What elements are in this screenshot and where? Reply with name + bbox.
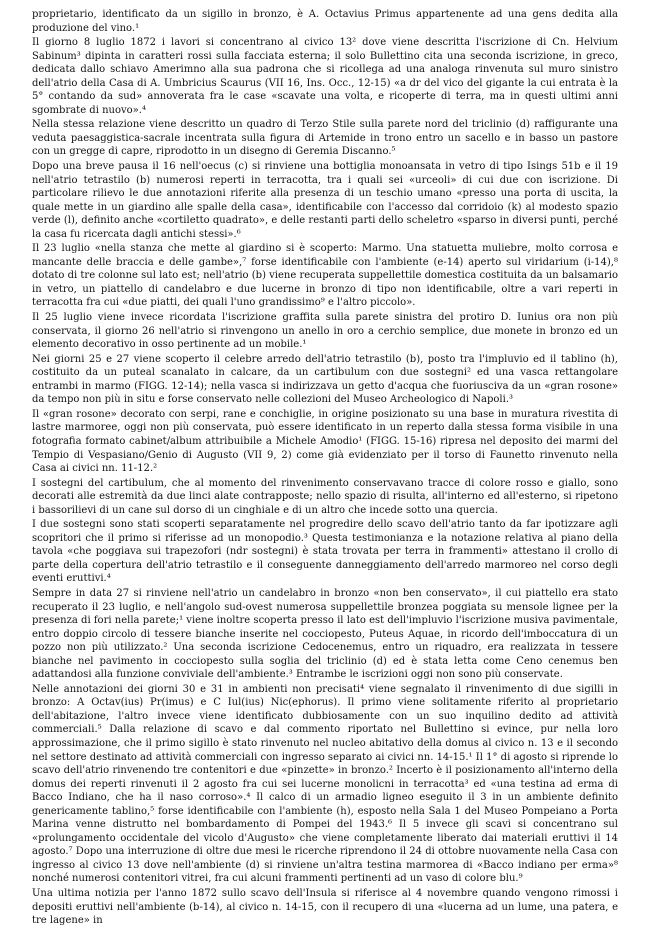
document-body <box>32 8 618 928</box>
paragraph: Dopo una breve pausa il 16 nell'oecus (c) si rinviene una bottiglia monoansata in vetro di tipo Isings 51b e il 19 nell'atrio tetrastilo (b) numerosi reperti in terracotta, tra i quali sei «urceoli» di cui due con iscrizione. Di particolare rilievo le due annotazioni riferite alla presenza di un teschio umano «presso una porta di uscita, la quale mette in un giardino alle spalle della casa», identificabile con l'accesso dal corridoio (k) al modesto spazio verde (l), definito anche «cortiletto quadrato», e delle restanti parti dello scheletro «sparso in diversi punti, perché la casa fu ricercata dagli antichi stessi».⁶ <box>32 161 618 240</box>
paragraph: Nelle annotazioni dei giorni 30 e 31 in ambienti non precisati⁴ viene segnalato il rinvenimento di due sigilli in bronzo: A Octav(ius) Pr(imus) e C Iul(ius) Nic(ephorus). Il primo viene solitamente riferito al proprietario dell'abitazione, l'altro invece viene identificato dubbiosamente con un suo inquilino dedito ad attività commerciali.⁵ Dalla relazione di scavo e dal commento riportato nel Bullettino si evince, pur nella loro approssimazione, che il primo sigillo è stato rinvenuto nel nucleo abitativo della domus al civico n. 13 e il secondo nel settore destinato ad attività commerciali con ingresso separato ai civici nn. 14-15.¹ Il 1° di agosto si riprende lo scavo dell'atrio rinvenendo tre contenitori e due «pinzette» in bronzo.² Incerto è il posizionamento all'interno della domus dei reperti rinvenuti il 2 agosto fra cui sei lucerne monolicni in terracotta³ ed «una testina ad erma di Bacco Indiano, che ha il naso corroso».⁴ Il calco di un armadio ligneo eseguito il 3 in un ambiente definito genericamente tablino,⁵ forse identificabile con l'ambiente (h), esposto nella Sala 1 del Museo Pompeiano a Porta Marina venne distrutto nel bombardamento di Pompei del 1943.⁶ Il 5 invece gli scavi si concentrano sul «prolungamento occidentale del vicolo d'Augusto» che viene completamente liberato dai materiali eruttivi il 14 agosto.⁷ Dopo una interruzione di oltre due mesi le ricerche riprendono il 24 di ottobre nuovamente nella Casa con ingresso al civico 13 dove nell'ambiente (d) si rinviene un'altra testina marmorea di «Bacco indiano per erma»⁸ nonché numerosi contenitori vitrei, fra cui alcuni frammenti pertinenti ad un vaso di colore blu.⁹ <box>32 683 618 885</box>
paragraph: Sempre in data 27 si rinviene nell'atrio un candelabro in bronzo «non ben conservato», il cui piattello era stato recuperato il 23 luglio, e nell'angolo sud-ovest numerosa suppellettile bronzea poggiata su mensole lignee per la presenza di fori nella parete;¹ viene inoltre scoperta presso il lato est dell'impluvio l'iscrizione musiva pavimentale, entro doppio circolo di tessere bianche inserite nel cocciopesto, Puteus Aquae, in ricordo dell'imboccatura di un pozzo non più utilizzato.² Una seconda iscrizione Cedocenemus, entro un riquadro, era realizzata in tessere bianche nel pavimento in cocciopesto sulla soglia del triclinio (d) ed è stata letta come Ceno cenemus ben adattandosi alla funzione conviviale dell'ambiente.³ Entrambe le iscrizioni oggi non sono più conservate. <box>32 587 618 681</box>
paragraph: proprietario, identificato da un sigillo in bronzo, è A. Octavius Primus appartenente ad una gens dedita alla produzione del vino.¹ <box>32 9 618 34</box>
paragraph: Nella stessa relazione viene descritto un quadro di Terzo Stile sulla parete nord del triclinio (d) raffigurante una veduta paesaggistica-sacrale incentrata sulla figura di Artemide in trono entro un sacello e in basso un pastore con un gregge di capre, riprodotto in un disegno di Geremia Discanno.⁵ <box>32 119 618 158</box>
paragraph: Nei giorni 25 e 27 viene scoperto il celebre arredo dell'atrio tetrastilo (b), posto tra l'impluvio ed il tablino (h), costituito da un puteal scanalato in calcare, da un cartibulum con due sostegni² ed una vasca rettangolare entrambi in marmo (FIGG. 12-14); nella vasca si indirizzava un getto d'acqua che fuoriusciva da un «gran rosone» da tempo non più in situ e forse conservato nelle collezioni del Museo Archeologico di Napoli.³ <box>32 353 618 406</box>
paragraph: I due sostegni sono stati scoperti separatamente nel progredire dello scavo dell'atrio tanto da far ipotizzare agli scopritori che il primo si riferisse ad un monopodio.³ Questa testimonianza e la notazione relativa al piano della tavola «che poggiava sui trapezofori (ndr sostegni) è stata trovata per terra in frammenti» attestano il crollo di parte della copertura dell'atrio tetrastilo e il conseguente danneggiamento dell'arredo marmoreo nel corso degli eventi eruttivi.⁴ <box>32 519 618 585</box>
paragraph: I sostegni del cartibulum, che al momento del rinvenimento conservavano tracce di colore rosso e giallo, sono decorati alle estremità da due linci alate contrapposte; nello spazio di risulta, all'interno ed all'esterno, si ripetono i bassorilievi di un cane sul dorso di un cinghiale e di un altro che incede sotto una quercia. <box>32 477 618 516</box>
paragraph: Il 23 luglio «nella stanza che mette al giardino si è scoperto: Marmo. Una statuetta muliebre, molto corrosa e mancante delle braccia e delle gambe»,⁷ forse identificabile con l'ambiente (e-14) aperto sul viridarium (i-14),⁸ dotato di tre colonne sul lato est; nell'atrio (b) viene recuperata suppellettile domestica costituita da un balsamario in vetro, un piattello di candelabro e due lucerne in bronzo di tipo non identificabile, oltre a vari reperti in terracotta fra cui «due piatti, dei quali l'uno grandissimo⁹ e l'altro piccolo». <box>32 243 618 309</box>
paragraph: Il giorno 8 luglio 1872 i lavori si concentrano al civico 13² dove viene descritta l'iscrizione di Cn. Helvium Sabinum³ dipinta in caratteri rossi sulla facciata esterna; il solo Bullettino cita una seconda iscrizione, in greco, dedicata dallo schiavo Amerimno alla sua padrona che si ricollega ad una analoga rinvenuta sul muro sinistro dell'atrio della Casa di A. Umbricius Scaurus (VII 16, Ins. Occ., 12-15) «a dr del vico del gigante la cui entrata è la 5° contando da sud» annoverata fra le case «scavate una volta, e ricoperte di terra, ma in questi ultimi anni sgombrate di nuovo».⁴ <box>32 37 618 116</box>
paragraph: Il 25 luglio viene invece ricordata l'iscrizione graffita sulla parete sinistra del protiro D. Iunius ora non più conservata, il giorno 26 nell'atrio si rinvengono un anello in oro a cerchio semplice, due monete in bronzo ed un elemento decorativo in osso pertinente ad un mobile.¹ <box>32 312 618 351</box>
paragraph: Il «gran rosone» decorato con serpi, rane e conchiglie, in origine posizionato su una base in muratura rivestita di lastre marmoree, oggi non più conservata, può essere identificato in un reperto dalla stessa forma visibile in una fotografia formato cabinet/album attribuibile a Michele Amodio¹ (FIGG. 15-16) ripresa nel deposito dei marmi del Tempio di Vespasiano/Genio di Augusto (VII 9, 2) come già evidenziato per il torso di Faunetto rinvenuto nella Casa ai civici nn. 11-12.² <box>32 408 618 475</box>
paragraph: Una ultima notizia per l'anno 1872 sullo scavo dell'Insula si riferisce al 4 novembre quando vengono rimossi i depositi eruttivi nell'ambiente (b-14), al civico n. 14-15, con il recupero di una «lucerna ad un lume, una patera, e tre lagene» in <box>32 888 618 927</box>
